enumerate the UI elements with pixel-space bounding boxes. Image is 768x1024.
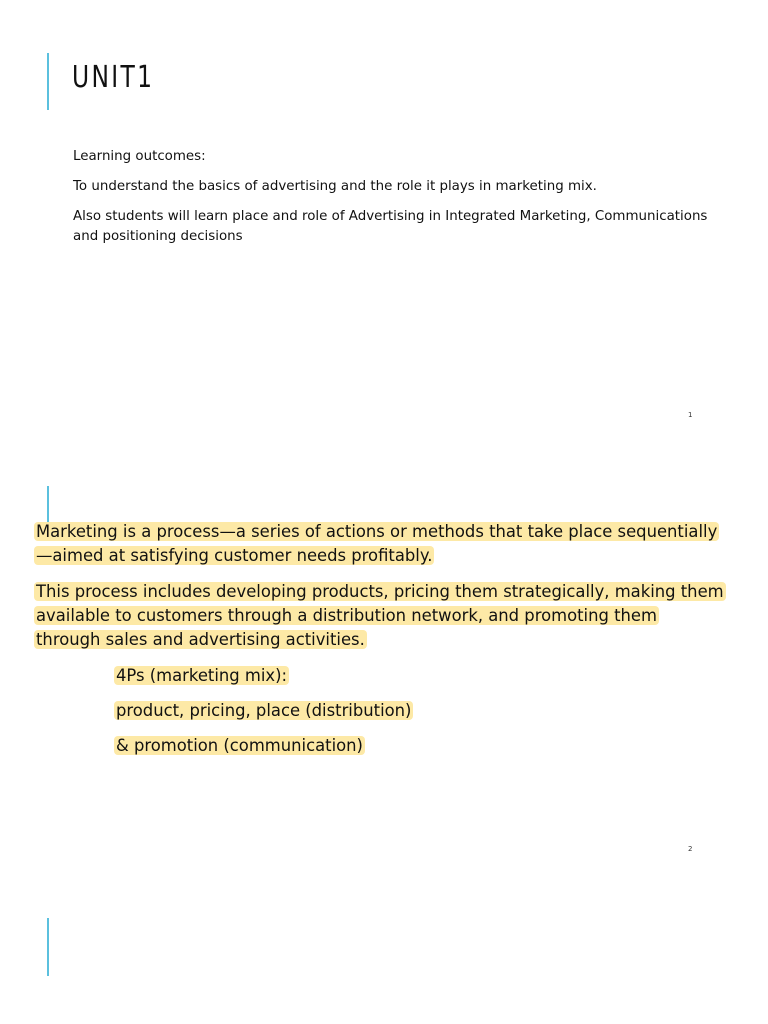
slide1-accent-bar [47,53,49,110]
slide-title: UNIT1 [72,60,155,95]
outcome-item: To understand the basics of advertising and the role it plays in marketing mix. [73,179,597,194]
marketing-mix-heading: 4Ps (marketing mix): [116,666,288,685]
page-number: 2 [688,845,693,853]
outcomes-heading: Learning outcomes: [73,149,206,164]
page-number: 1 [688,411,693,419]
highlighted-paragraph: This process includes developing products, pricing them strategically, making them available to customers through a distribution network, and promoting them through sales and advertising activities. [36,582,724,649]
highlighted-paragraph: Marketing is a process—a series of actions or methods that take place sequentially—aimed at satisfying customer needs profitably. [36,522,718,565]
marketing-mix-item: product, pricing, place (distribution) [116,701,412,720]
slide2-body [34,520,724,769]
learning-outcomes [73,147,713,257]
slide3-accent-bar [47,918,49,976]
outcome-item: Also students will learn place and role of Advertising in Integrated Marketing, Communications and positioning decisions [73,209,708,244]
marketing-mix-item: & promotion (communication) [116,736,363,755]
